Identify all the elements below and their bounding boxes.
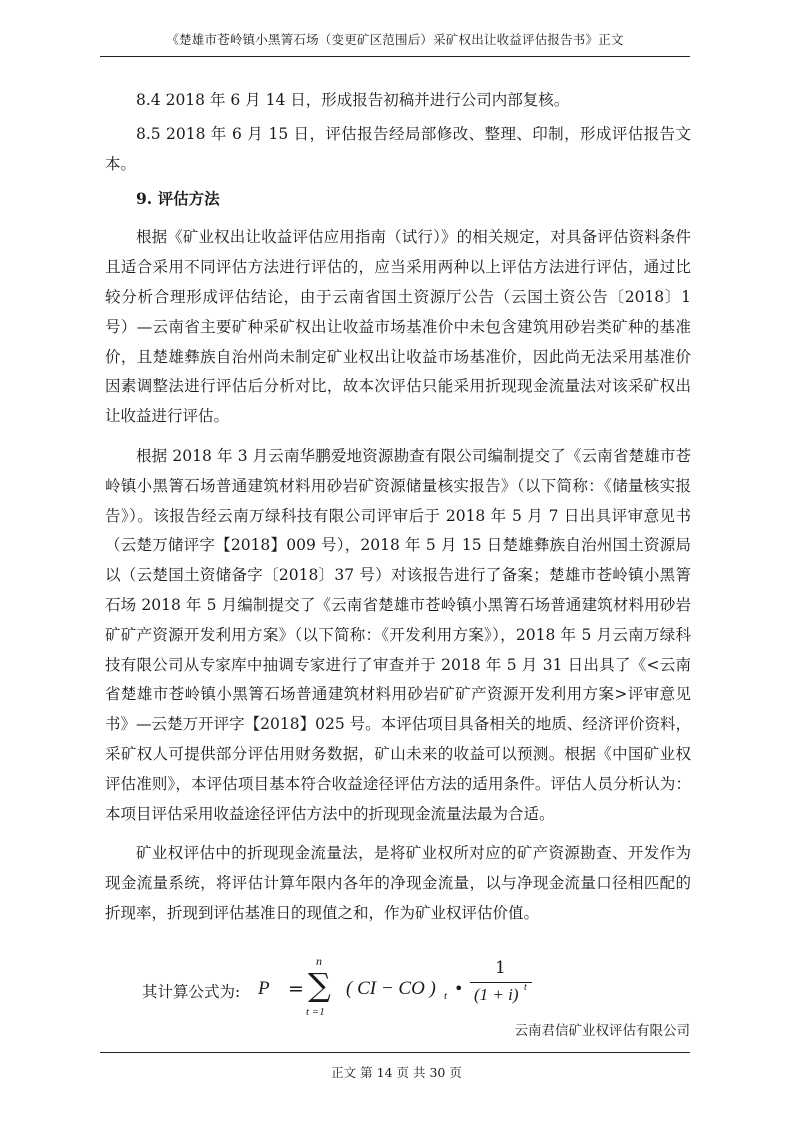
sigma-symbol: ∑ [308, 966, 331, 1004]
body-text [105, 86, 691, 929]
formula-lhs: P [258, 978, 270, 999]
fraction-bar [470, 982, 532, 983]
header-divider [100, 56, 690, 57]
fraction-denominator: (1 + i) [474, 985, 519, 1004]
page-number: 正文 第 14 页 共 30 页 [331, 1065, 462, 1080]
paragraph-reports: 根据 2018 年 3 月云南华鹏爱地资源勘查有限公司编制提交了《云南省楚雄市苍岭镇小黑箐石场普通建筑材料用砂岩矿资源储量核实报告》（以下简称：《储量核实报告》）。该报告经云南万绿科技有限公司评审后于 2018 年 5 月 7 日出具评审意见书（云楚万储评字【2018】009 号），2018 年 5 月 15 日楚雄彝族自治州国土资源局以（云楚国土资储备字〔2018〕37 号）对该报告进行了备案；楚雄市苍岭镇小黑箐石场 2018 年 5 月编制提交了《云南省楚雄市苍岭镇小黑箐石场普通建筑材料用砂岩矿矿产资源开发利用方案》（以下简称：《开发利用方案》），2018 年 5 月云南万绿科技有限公司从专家库中抽调专家进行了审查并于 2018 年 5 月 31 日出具了《<云南省楚雄市苍岭镇小黑箐石场普通建筑材料用砂岩矿矿产资源开发利用方案>评审意见书》—云楚万开评字【2018】025 号。本评估项目具备相关的地质、经济评价资料，采矿权人可提供部分评估用财务数据，矿山未来的收益可以预测。根据《中国矿业权评估准则》，本评估项目基本符合收益途径评估方法的适用条件。评估人员分析认为：本项目评估采用收益途径评估方法中的折现现金流量法最为合适。 [105, 446, 691, 823]
footer-divider [100, 1052, 690, 1053]
formula-label: 其计算公式为: [142, 983, 241, 1001]
formula [142, 954, 542, 1040]
item-8-4: 8.4 2018 年 6 月 14 日，形成报告初稿并进行公司内部复核。 [136, 91, 570, 109]
paragraph-method-basis: 根据《矿业权出让收益评估应用指南（试行）》的相关规定，对具备评估资料条件且适合采用不同评估方法进行评估的，应当采用两种以上评估方法进行评估，通过比较分析合理形成评估结论，由于云南省国土资源厅公告（云国土资公告〔2018〕1 号）—云南省主要矿种采矿权出让收益市场基准价中未包含建筑用砂岩类矿种的基准价，且楚雄彝族自治州尚未制定矿业权出让收益市场基准价，因此尚无法采用基准价因素调整法进行评估后分析对比，故本次评估只能采用折现现金流量法对该采矿权出让收益进行评估。 [105, 228, 691, 426]
cash-flow-subscript: t [444, 990, 448, 1002]
running-header: 《楚雄市苍岭镇小黑箐石场（变更矿区范围后）采矿权出让收益评估报告书》正文 [166, 32, 624, 47]
fraction-numerator: 1 [495, 958, 506, 978]
section-heading-9: 9. 评估方法 [136, 189, 220, 209]
formula-equals: = [288, 978, 304, 1000]
denominator-exponent: t [524, 982, 527, 993]
paragraph-dcf-definition: 矿业权评估中的折现现金流量法，是将矿业权所对应的矿产资源勘查、开发作为现金流量系统，将评估计算年限内各年的净现金流量，以与净现金流量口径相匹配的折现率，折现到评估基准日的现值之和，作为矿业权评估价值。 [105, 844, 691, 922]
sigma-upper-limit: n [316, 954, 322, 968]
company-name: 云南君信矿业权评估有限公司 [514, 1023, 690, 1039]
cash-flow-term: ( CI − CO ) [346, 978, 436, 999]
sigma-lower-limit: t =1 [306, 1006, 325, 1018]
item-8-5: 8.5 2018 年 6 月 15 日，评估报告经局部修改、整理、印制，形成评估报告文本。 [105, 124, 691, 173]
multiply-dot: • [454, 979, 464, 998]
